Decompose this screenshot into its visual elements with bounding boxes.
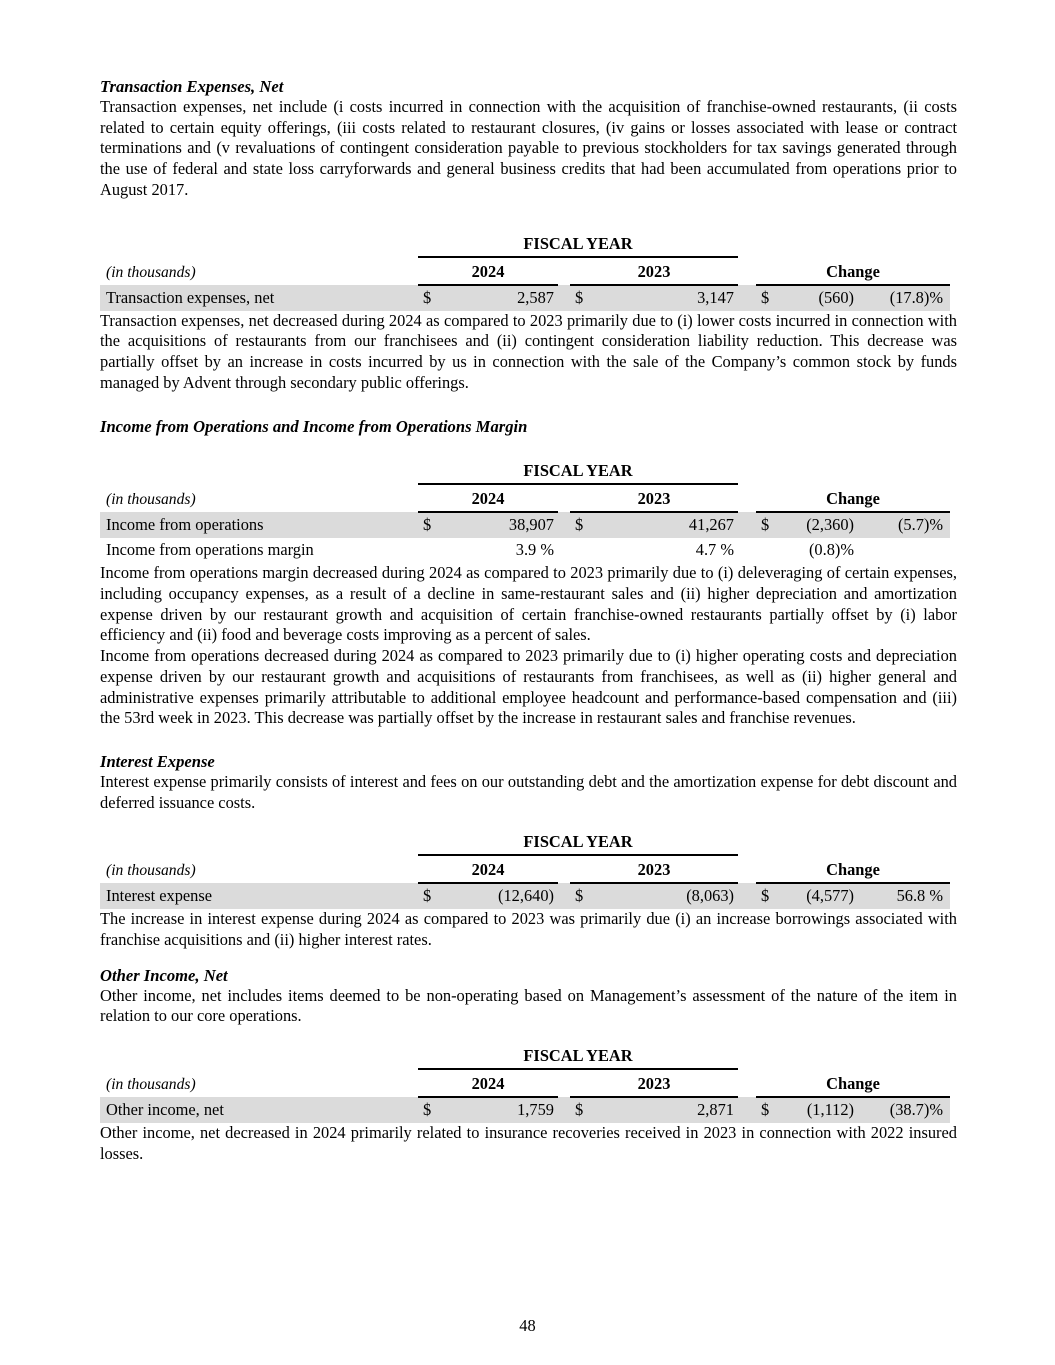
currency-symbol xyxy=(570,538,592,563)
currency-symbol xyxy=(418,538,440,563)
column-header-2023: 2023 xyxy=(570,1069,738,1097)
change-percent: (5.7)% xyxy=(858,512,950,538)
column-header-2024: 2024 xyxy=(418,484,558,512)
table-group-header-row xyxy=(100,458,950,484)
spacer xyxy=(738,231,950,257)
units-label: (in thousands) xyxy=(106,491,196,509)
table-group-header-row xyxy=(100,1043,950,1069)
spacer xyxy=(558,257,570,285)
column-header-2023: 2023 xyxy=(570,855,738,883)
currency-symbol: $ xyxy=(756,285,778,311)
spacer xyxy=(738,512,756,538)
currency-symbol: $ xyxy=(756,1097,778,1123)
change-value: (560) xyxy=(778,285,858,311)
currency-symbol: $ xyxy=(570,512,592,538)
spacer xyxy=(558,285,570,311)
value-2024: 3.9 % xyxy=(515,540,554,560)
spacer xyxy=(738,257,756,285)
spacer xyxy=(558,1069,570,1097)
value-2024: 1,759 xyxy=(440,1097,558,1123)
spacer xyxy=(558,484,570,512)
currency-symbol xyxy=(756,538,778,563)
spacer xyxy=(738,829,950,855)
change-value: (1,112) xyxy=(778,1097,858,1123)
change-percent: 56.8 % xyxy=(858,883,950,909)
row-label: Transaction expenses, net xyxy=(100,285,418,311)
other-income-table xyxy=(100,1043,950,1123)
value-2023: 4.7 % xyxy=(695,540,734,560)
spacer xyxy=(738,883,756,909)
value-2023: 3,147 xyxy=(592,285,738,311)
column-header-2024: 2024 xyxy=(418,257,558,285)
row-label: Income from operations xyxy=(100,512,418,538)
paragraph: Transaction expenses, net include (i costs incurred in connection with the acquisition of franchise-owned restaurants, (ii costs related to certain equity offerings, (iii costs related to restaurant closures, (iv gains or losses associated with lease or contract terminations and (v revaluations of contingent consideration payable to previous stockholders for tax savings generated through the use of federal and state loss carryforwards and general business credits that had been accumulated from operations prior to August 2017. xyxy=(100,97,957,199)
transaction-expenses-table xyxy=(100,231,950,311)
spacer xyxy=(738,1043,950,1069)
units-label: (in thousands) xyxy=(106,862,196,880)
spacer xyxy=(558,855,570,883)
currency-symbol: $ xyxy=(418,883,440,909)
row-label: Other income, net xyxy=(100,1097,418,1123)
spacer xyxy=(738,855,756,883)
column-header-2023: 2023 xyxy=(570,257,738,285)
paragraph: Income from operations decreased during 2024 as compared to 2023 primarily due to (i) higher operating costs and depreciation expense driven by our restaurant growth and acquisitions of restaurants from franchisees, as well as (ii) higher general and administrative expenses primarily attributable to additional employee headcount and performance-based compensation and (iii) the 53rd week in 2023. This decrease was partially offset by the increase in restaurant sales and franchise revenues. xyxy=(100,646,957,728)
column-header-change: Change xyxy=(756,1069,950,1097)
change-percent: (17.8)% xyxy=(858,285,950,311)
paragraph: The increase in interest expense during 2024 as compared to 2023 was primarily due (i) an increase borrowings associated with franchise acquisitions and (ii) higher interest rates. xyxy=(100,909,957,950)
spacer xyxy=(558,883,570,909)
table-row xyxy=(100,512,950,538)
currency-symbol: $ xyxy=(756,883,778,909)
fiscal-year-label: FISCAL YEAR xyxy=(418,458,738,484)
column-header-2024: 2024 xyxy=(418,855,558,883)
section-heading-transaction-expenses: Transaction Expenses, Net xyxy=(100,77,284,96)
paragraph: Income from operations margin decreased during 2024 as compared to 2023 primarily due to (i) deleveraging of certain expenses, including occupancy expenses, as a result of a decline in same-restaurant sales and (ii) higher depreciation and amortization expense driven by our restaurant growth and acquisition of certain franchise-owned restaurants partially offset by (i) labor efficiency and (ii) food and beverage costs improving as a percent of sales. xyxy=(100,563,957,645)
change-percent: (38.7)% xyxy=(858,1097,950,1123)
table-row xyxy=(100,883,950,909)
value-2023: 2,871 xyxy=(592,1097,738,1123)
column-header-change: Change xyxy=(756,484,950,512)
column-header-2023: 2023 xyxy=(570,484,738,512)
fiscal-year-label: FISCAL YEAR xyxy=(418,829,738,855)
units-label: (in thousands) xyxy=(106,1076,196,1094)
spacer xyxy=(558,538,570,563)
spacer xyxy=(558,1097,570,1123)
spacer xyxy=(558,512,570,538)
table-group-header-row xyxy=(100,231,950,257)
value-2024: (12,640) xyxy=(440,883,558,909)
spacer xyxy=(100,231,418,257)
table-column-header-row xyxy=(100,484,950,512)
currency-symbol: $ xyxy=(418,1097,440,1123)
change-value: (2,360) xyxy=(778,512,858,538)
table-column-header-row xyxy=(100,855,950,883)
value-2023: 41,267 xyxy=(592,512,738,538)
table-column-header-row xyxy=(100,1069,950,1097)
table-row xyxy=(100,538,950,563)
change-value: (4,577) xyxy=(778,883,858,909)
currency-symbol: $ xyxy=(570,1097,592,1123)
section-heading-interest-expense: Interest Expense xyxy=(100,751,215,771)
spacer xyxy=(100,458,418,484)
income-from-operations-table xyxy=(100,458,950,563)
currency-symbol: $ xyxy=(756,512,778,538)
column-header-change: Change xyxy=(756,257,950,285)
section-heading-income-from-operations: Income from Operations and Income from Operations Margin xyxy=(100,417,528,437)
table-row xyxy=(100,285,950,311)
column-header-change: Change xyxy=(756,855,950,883)
page-number: 48 xyxy=(519,1316,536,1335)
spacer xyxy=(738,458,950,484)
row-label: Interest expense xyxy=(100,883,418,909)
change-percent xyxy=(858,538,950,563)
table-group-header-row xyxy=(100,829,950,855)
currency-symbol: $ xyxy=(418,285,440,311)
row-label: Income from operations margin xyxy=(106,540,314,560)
spacer xyxy=(100,829,418,855)
currency-symbol: $ xyxy=(570,285,592,311)
currency-symbol: $ xyxy=(570,883,592,909)
value-2024: 2,587 xyxy=(440,285,558,311)
interest-expense-table xyxy=(100,829,950,909)
fiscal-year-label: FISCAL YEAR xyxy=(418,1043,738,1069)
paragraph: Interest expense primarily consists of interest and fees on our outstanding debt and the amortization expense for debt discount and deferred issuance costs. xyxy=(100,771,957,812)
table-column-header-row xyxy=(100,257,950,285)
spacer xyxy=(738,1069,756,1097)
value-2023: (8,063) xyxy=(592,883,738,909)
table-row xyxy=(100,1097,950,1123)
units-label: (in thousands) xyxy=(106,263,196,281)
spacer xyxy=(738,285,756,311)
section-heading-other-income: Other Income, Net xyxy=(100,965,228,985)
spacer xyxy=(738,1097,756,1123)
value-2024: 38,907 xyxy=(440,512,558,538)
spacer xyxy=(738,484,756,512)
column-header-2024: 2024 xyxy=(418,1069,558,1097)
fiscal-year-label: FISCAL YEAR xyxy=(418,231,738,257)
change-value: (0.8)% xyxy=(808,540,854,560)
paragraph: Other income, net decreased in 2024 primarily related to insurance recoveries received in 2023 in connection with 2022 insured losses. xyxy=(100,1123,957,1163)
currency-symbol: $ xyxy=(418,512,440,538)
spacer xyxy=(738,538,756,563)
spacer xyxy=(100,1043,418,1069)
paragraph: Transaction expenses, net decreased during 2024 as compared to 2023 primarily due to (i) lower costs incurred in connection with the acquisitions of restaurants from our franchisees and (ii) contingent consideration liability reduction. This decrease was partially offset by an increase in costs incurred by us in connection with the sale of the Company’s common stock by funds managed by Advent through secondary public offerings. xyxy=(100,310,957,392)
paragraph: Other income, net includes items deemed to be non-operating based on Management’s assessment of the nature of the item in relation to our core operations. xyxy=(100,985,957,1026)
